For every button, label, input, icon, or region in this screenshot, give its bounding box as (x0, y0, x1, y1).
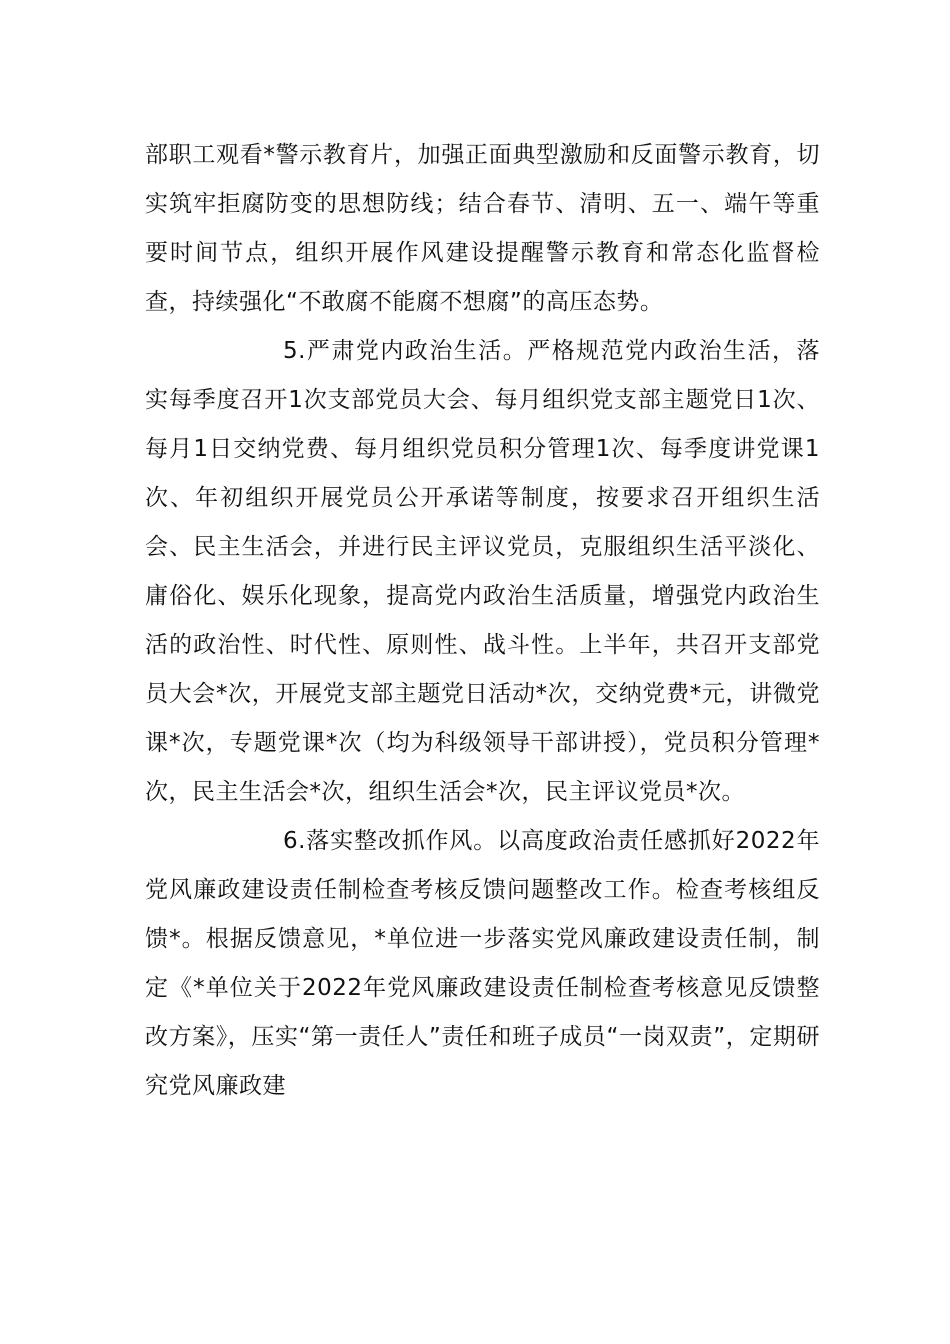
paragraph-rectification: 6.落实整改抓作风。以高度政治责任感抓好2022年党风廉政建设责任制检查考核反馈问题整改工作。检查考核组反馈*。根据反馈意见，*单位进一步落实党风廉政建设责任制，制定《*单位关于2022年党风廉政建设责任制检查考核意见反馈整改方案》，压实“第一责任人”责任和班子成员“一岗双责”，定期研究党风廉政建 (145, 828, 820, 1099)
paragraph-warning-education: 部职工观看*警示教育片，加强正面典型激励和反面警示教育，切实筑牢拒腐防变的思想防线；结合春节、清明、五一、端午等重要时间节点，组织开展作风建设提醒警示教育和常态化监督检查，持续强化“不敢腐不能腐不想腐”的高压态势。 (145, 142, 820, 315)
paragraph-party-political-life: 5.严肃党内政治生活。严格规范党内政治生活，落实每季度召开1次支部党员大会、每月组织党支部主题党日1次、每月1日交纳党费、每月组织党员积分管理1次、每季度讲党课1次、年初组织开展党员公开承诺等制度，按要求召开组织生活会、民主生活会，并进行民主评议党员，克服组织生活平淡化、庸俗化、娱乐化现象，提高党内政治生活质量，增强党内政治生活的政治性、时代性、原则性、战斗性。上半年，共召开支部党员大会*次，开展党支部主题党日活动*次，交纳党费*元，讲微党课*次，专题党课*次（均为科级领导干部讲授），党员积分管理*次，民主生活会*次，组织生活会*次，民主评议党员*次。 (145, 338, 820, 805)
document-body (145, 131, 820, 1111)
